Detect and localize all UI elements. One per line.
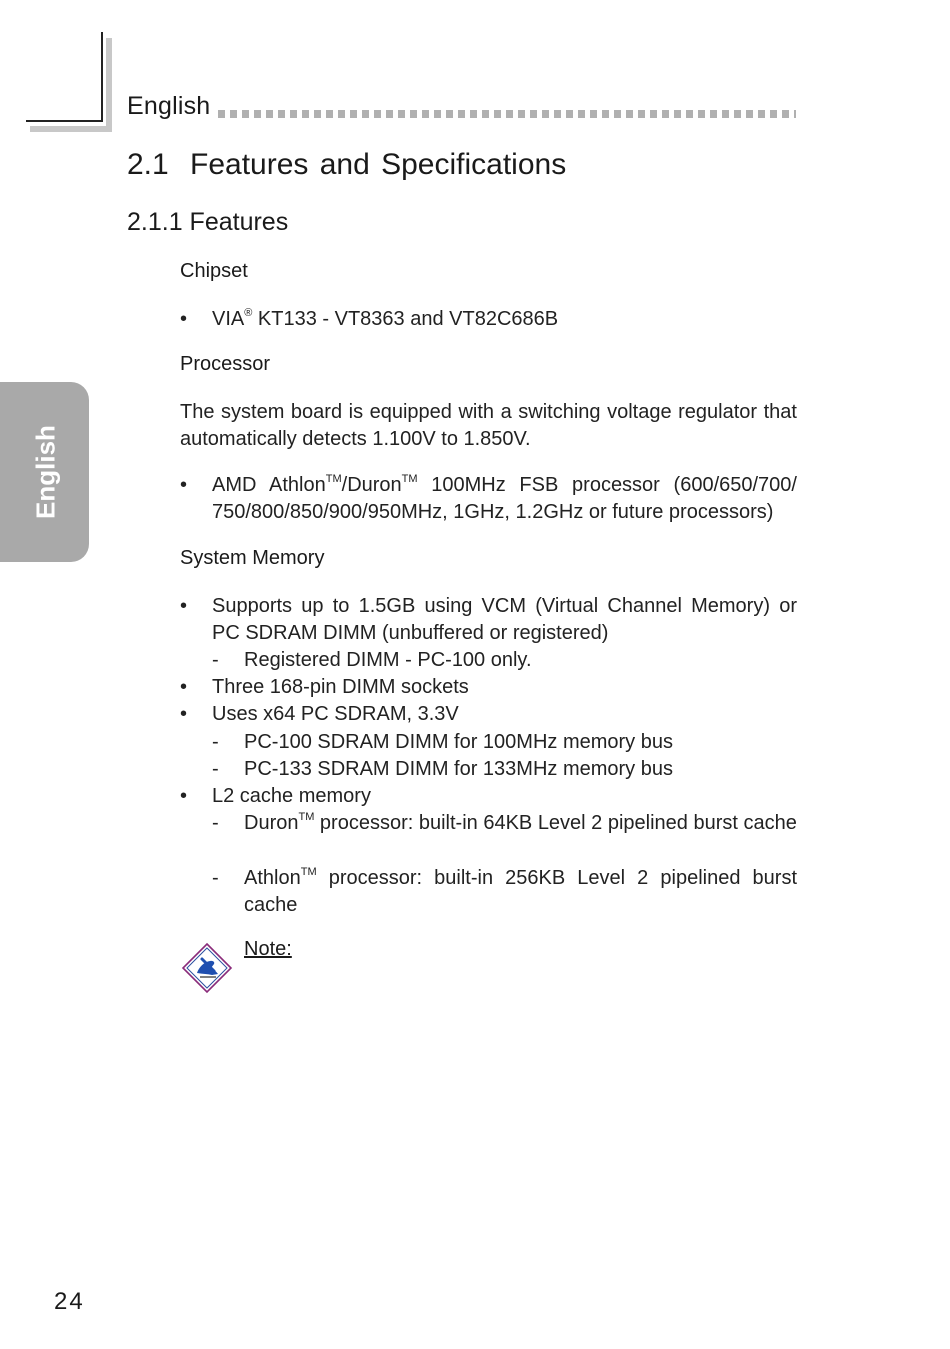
dash-marker: -	[212, 731, 219, 753]
section-number: 2.1	[127, 148, 169, 181]
bullet-marker: •	[180, 595, 188, 617]
memory-bullet-2-text: Three 168-pin DIMM sockets	[212, 676, 469, 698]
dash-marker: -	[212, 867, 219, 889]
bullet-marker: •	[180, 676, 188, 698]
subsection-heading: 2.1.1 Features	[127, 208, 289, 236]
side-tab-label: English	[30, 425, 61, 519]
section-title: Features and Specifications	[190, 148, 567, 181]
chipset-heading: Chipset	[180, 260, 248, 282]
memory-bullet-1-sub-text: Registered DIMM - PC-100 only.	[244, 649, 532, 671]
memory-bullet-1-text: Supports up to 1.5GB using VCM (Virtual Channel Memory) or PC SDRAM DIMM (unbuffered or registered)	[212, 595, 797, 644]
memory-bullet-4-sub-2-text: Athlon™ processor: built-in 256KB Level 2 pipelined burst cache	[244, 866, 797, 916]
note-pencil-icon	[180, 941, 234, 995]
dash-marker: -	[212, 758, 219, 780]
processor-paragraph: The system board is equipped with a switching voltage regulator that automatically detects 1.100V to 1.850V.	[180, 401, 797, 450]
note-label: Note:	[244, 938, 292, 960]
header-dotted-rule	[218, 110, 796, 118]
memory-bullet-3-text: Uses x64 PC SDRAM, 3.3V	[212, 703, 459, 725]
bullet-marker: •	[180, 785, 188, 807]
memory-bullet-3-sub-1-text: PC-100 SDRAM DIMM for 100MHz memory bus	[244, 731, 673, 753]
header-language-label: English	[127, 92, 211, 120]
dash-marker: -	[212, 812, 219, 834]
processor-bullet-text: AMD Athlon™/Duron™ 100MHz FSB processor (600/650/700/ 750/800/850/900/950MHz, 1GHz, 1.2GHz or future processors)	[212, 473, 797, 523]
bullet-marker: •	[180, 308, 188, 330]
section-heading	[127, 148, 566, 182]
bullet-marker: •	[180, 474, 188, 496]
memory-heading: System Memory	[180, 547, 325, 569]
bullet-marker: •	[180, 703, 188, 725]
processor-heading: Processor	[180, 353, 271, 375]
page-number: 24	[54, 1288, 85, 1315]
memory-bullet-4-sub-1-text: Duron™ processor: built-in 64KB Level 2 pipelined burst cache	[244, 811, 797, 834]
dash-marker: -	[212, 649, 219, 671]
chipset-bullet-text: VIA® KT133 - VT8363 and VT82C686B	[212, 307, 559, 330]
memory-bullet-4-text: L2 cache memory	[212, 785, 371, 807]
corner-crop-mark	[26, 32, 103, 122]
memory-bullet-3-sub-2-text: PC-133 SDRAM DIMM for 133MHz memory bus	[244, 758, 673, 780]
